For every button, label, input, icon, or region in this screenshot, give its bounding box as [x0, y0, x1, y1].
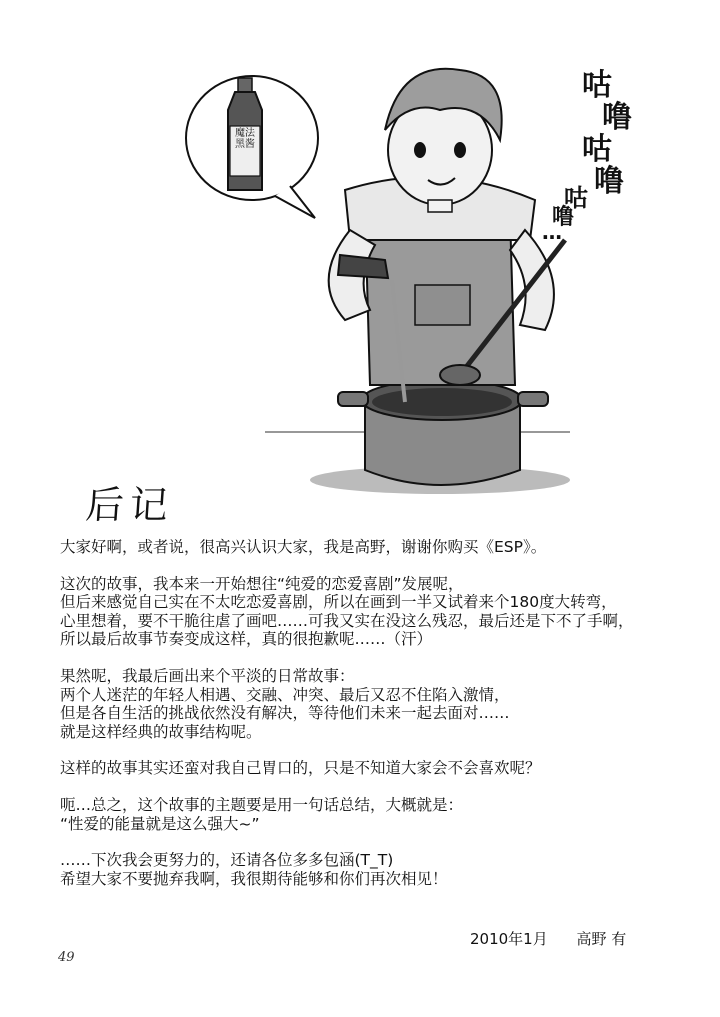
signature-date: 2010年1月	[470, 930, 548, 948]
text-line: 果然呢，我最后画出来个平淡的日常故事：	[60, 666, 355, 685]
sound-effect-text	[542, 60, 642, 250]
text-line: 大家好啊，或者说，很高兴认识大家，我是高野，谢谢你购买《ESP》。	[60, 538, 547, 556]
sfx-char: 咕	[582, 132, 612, 167]
signature-author: 高野 有	[576, 930, 627, 948]
paragraph	[60, 851, 670, 888]
sfx-char: 噜	[594, 164, 624, 199]
paragraph	[60, 538, 670, 557]
paragraph	[60, 575, 670, 649]
text-line: 所以最后故事节奏变成这样，真的很抱歉呢……（汗）	[60, 630, 433, 649]
sfx-char: 咕	[582, 68, 612, 103]
paragraph	[60, 796, 670, 833]
bottle-label: 魔法黑酱	[235, 128, 255, 150]
afterword-body	[60, 538, 670, 906]
text-line: “性爱的能量就是这么强大~”	[60, 814, 260, 833]
text-line: 呃…总之，这个故事的主题要是用一句话总结，大概就是：	[60, 795, 464, 814]
text-line: 这次的故事，我本来一开始想往“纯爱的恋爱喜剧”发展呢，	[60, 574, 464, 593]
page-number: 49	[58, 950, 75, 965]
text-line: 就是这样经典的故事结构呢。	[60, 722, 262, 741]
text-line: 但后来感觉自己实在不太吃恋爱喜剧，所以在画到一半又试着来个180度大转弯，	[60, 593, 617, 612]
text-line: 心里想着，要不干脆往虐了画吧……可我又实在没这么残忍，最后还是下不了手啊，	[60, 611, 634, 630]
sfx-char: 噜	[552, 205, 575, 230]
sfx-char: 咕	[564, 184, 588, 212]
text-line: 两个人迷茫的年轻人相遇、交融、冲突、最后又忍不住陷入激情，	[60, 685, 510, 704]
sfx-char: …	[542, 220, 562, 244]
sfx-char: 噜	[602, 100, 632, 135]
signature	[470, 928, 650, 949]
text-line: ……下次我会更努力的，还请各位多多包涵(T_T)	[60, 851, 394, 870]
text-line: 但是各自生活的挑战依然没有解决，等待他们未来一起去面对……	[60, 704, 510, 723]
text-line: 希望大家不要抛弃我啊，我很期待能够和你们再次相见！	[60, 869, 448, 888]
paragraph	[60, 759, 670, 778]
text-line: 这样的故事其实还蛮对我自己胃口的，只是不知道大家会不会喜欢呢？	[60, 759, 541, 778]
paragraph	[60, 667, 670, 741]
afterword-heading: 后记	[84, 483, 176, 527]
